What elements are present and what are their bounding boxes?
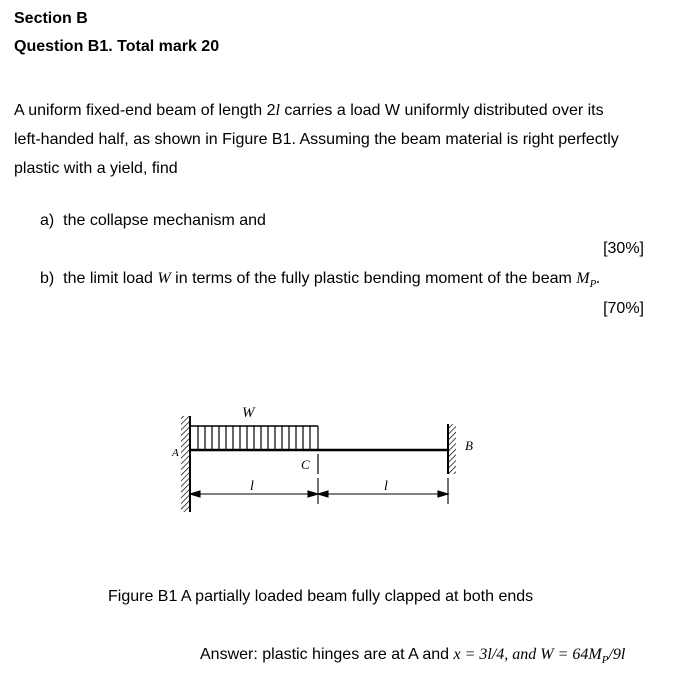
- problem-line-3: plastic with a yield, find: [14, 160, 178, 177]
- dim-right-label: l: [384, 479, 388, 494]
- figure-caption: Figure B1 A partially loaded beam fully clapped at both ends: [108, 588, 534, 605]
- dim-left-label: l: [250, 479, 254, 494]
- distributed-load: [190, 426, 318, 449]
- right-wall-hatch: [449, 424, 456, 474]
- question-heading: Question B1. Total mark 20: [14, 38, 220, 55]
- beam-diagram: [158, 328, 484, 576]
- figure-b1: [158, 328, 484, 576]
- part-b-label: b): [40, 270, 55, 287]
- answer-line: Answer: plastic hinges are at A and x = 3l/4, and $W = 64M_P/9l$: [200, 646, 626, 667]
- part-a-label: a): [40, 212, 55, 229]
- part-a: [40, 212, 266, 230]
- part-a-mark: [30%]: [603, 240, 644, 257]
- part-b: b) the limit load W in terms of the fully plastic bending moment of the beam $M_P$.: [40, 270, 601, 291]
- part-a-text: the collapse mechanism and: [63, 212, 266, 229]
- label-b: B: [465, 438, 473, 453]
- problem-statement: [14, 96, 654, 183]
- left-wall-hatch: [181, 416, 189, 512]
- section-heading: Section B: [14, 10, 88, 27]
- label-c: C: [301, 457, 310, 472]
- label-a: A: [172, 447, 179, 459]
- part-b-mark: [70%]: [603, 300, 644, 317]
- label-w: W: [242, 405, 255, 421]
- problem-line-1: A uniform fixed-end beam of length 2l carries a load W uniformly distributed over its: [14, 102, 604, 119]
- problem-line-2: left-handed half, as shown in Figure B1. Assuming the beam material is right perfectly: [14, 131, 619, 148]
- dimension-lines: [190, 478, 448, 504]
